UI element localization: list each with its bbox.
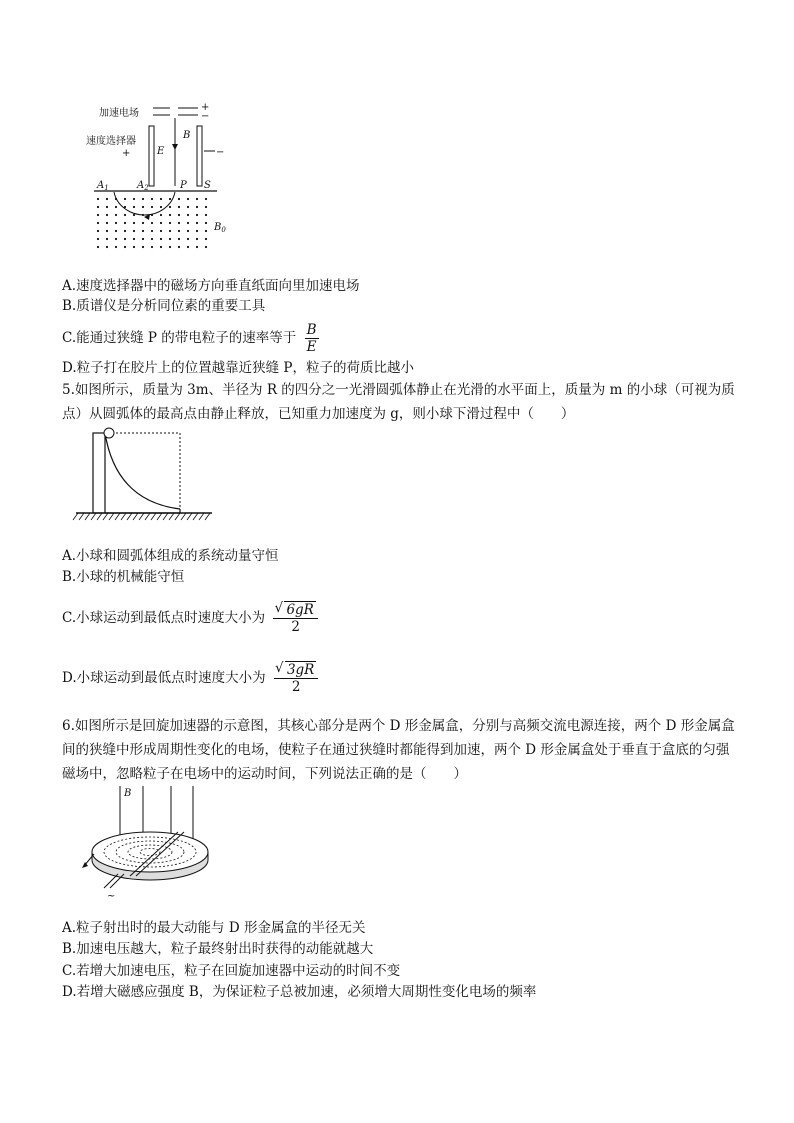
selector-plus: + — [122, 148, 131, 159]
q4-option-c-text: C.能通过狭缝 P 的带电粒子的速率等于 — [62, 330, 297, 346]
fraction-sqrt-6gR-over-2 — [273, 602, 317, 635]
radicand: 6gR — [286, 602, 314, 618]
mass-spectrometer-figure — [80, 98, 250, 258]
label-E: E — [157, 146, 165, 157]
q6-option-b: B.加速电压越大，粒子最终射出时获得的动能就越大 — [62, 941, 374, 957]
label-B0: $B_0$ — [214, 222, 226, 234]
q4-option-b: B.质谱仪是分析同位素的重要工具 — [62, 298, 266, 314]
accel-minus: − — [201, 111, 210, 122]
label-A1: $A_1$ — [97, 180, 109, 192]
q4-option-d: D.粒子打在胶片上的位置越靠近狭缝 P，粒子的荷质比越小 — [62, 360, 415, 376]
cyclotron-figure — [82, 782, 232, 900]
q5-option-d — [62, 662, 318, 695]
arc-block-figure — [72, 425, 217, 525]
magnetic-field-dots — [97, 198, 207, 248]
label-B-field: B — [124, 788, 132, 799]
q6-option-a: A.粒子射出时的最大动能与 D 形金属盒的半径无关 — [62, 920, 366, 936]
fraction-numerator: B — [306, 322, 317, 338]
label-S: S — [204, 180, 211, 191]
fraction-denominator: 2 — [291, 619, 300, 635]
ground-hatching — [73, 513, 210, 520]
ac-source-symbol: ~ — [107, 891, 116, 900]
fraction-denominator: E — [306, 339, 317, 355]
q6-option-c: C.若增大加速电压，粒子在回旋加速器中运动的时间不变 — [62, 963, 401, 979]
selector-minus: − — [216, 147, 225, 158]
label-B: B — [183, 130, 191, 141]
q5-option-c-text: C.小球运动到最低点时速度大小为 — [62, 610, 266, 626]
q5-stem: 5.如图所示，质量为 3m、半径为 R 的四分之一光滑圆弧体静止在光滑的水平面上，质量为 m 的小球（可视为质点）从圆弧体的最高点由静止释放，已知重力加速度为 g，则小球下滑过程中（ ） — [62, 382, 735, 422]
accel-field-label: 加速电场 — [99, 108, 139, 119]
q4-option-a: A.速度选择器中的磁场方向垂直纸面向里加速电场 — [62, 278, 360, 294]
radicand: 3gR — [286, 662, 315, 678]
q5-option-d-text: D.小球运动到最低点时速度大小为 — [62, 670, 266, 686]
fraction-sqrt-3gR-over-2 — [274, 662, 318, 695]
q5-option-a: A.小球和圆弧体组成的系统动量守恒 — [62, 548, 279, 564]
accel-plus: + — [201, 102, 210, 113]
q4-option-c — [62, 322, 319, 355]
label-P: P — [180, 180, 187, 191]
q6-option-d: D.若增大磁感应强度 B，为保证粒子总被加速，必须增大周期性变化电场的频率 — [62, 984, 537, 1000]
q5-option-c — [62, 602, 318, 635]
q6-stem: 6.如图所示是回旋加速器的示意图，其核心部分是两个 D 形金属盒，分别与高频交流电源连接，两个 D 形金属盒间的狭缝中形成周期性变化的电场，使粒子在通过狭缝时都能得到加速，两个 D 形金属盒处于垂直于盒底的匀强磁场中，忽略粒子在电场中的运动时间，下列说法正确的是（ ） — [62, 718, 735, 782]
fraction-b-over-e — [305, 322, 319, 355]
fraction-denominator: 2 — [291, 679, 301, 695]
selector-label: 速度选择器 — [86, 136, 136, 147]
q5-option-b: B.小球的机械能守恒 — [62, 569, 185, 585]
label-A2: $A_2$ — [137, 180, 149, 192]
